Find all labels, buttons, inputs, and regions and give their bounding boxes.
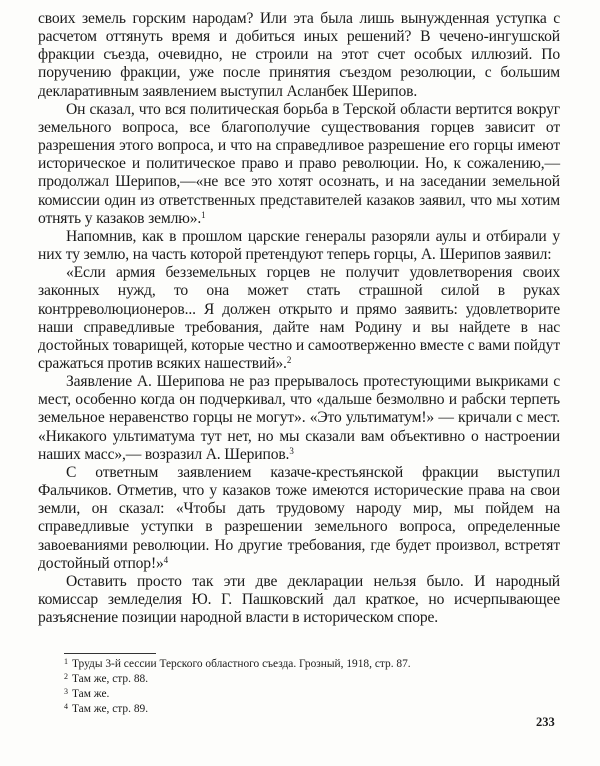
footnote-text: Там же, стр. 89. <box>72 703 149 715</box>
paragraph-text: Он сказал, что вся политическая борьба в Терской области вертится вокруг земельного вопроса, все благополучие существования горцев зависит от разрешения этого вопроса, и что на справедливое разрешение его горцы имеют историческое и политическое право и право революции. Но, к сожалению,—продолжал Шерипов,—«не все это хотят осознать, и на заседании земельной комиссии один из ответственных представителей казаков заявил, что мы хотим отнять у казаков землю». <box>38 100 560 227</box>
paragraph-text: С ответным заявлением казаче-крестьянской фракции выступил Фальчиков. Отметив, что у казаков тоже имеются исторические права на свои земли, он сказал: «Чтобы дать трудовому народу мир, мы пойдем на справедливые уступки в разрешении земельного вопроса, определенные завоеваниями революции. Но другие требования, где будет произвол, встретят достойный отпор!» <box>38 463 560 572</box>
paragraph-text: Оставить просто так эти две декларации нельзя было. И народный комиссар земледелия Ю. Г. Пашковский дал краткое, но исчерпывающее разъяснение позиции народной власти в историческом споре. <box>38 572 560 627</box>
paragraph-3 <box>38 228 560 264</box>
footnote-mark: 2 <box>64 672 68 681</box>
footnote-ref: 4 <box>163 554 169 565</box>
paragraph-text: своих земель горским народам? Или эта была лишь вынужденная уступка с расчетом оттянуть время и добиться иных решений? В чечено-ингушской фракции съезда, очевидно, не строили на этот счет особых иллюзий. По поручению фракции, уже после принятия съездом резолюции, с большим декларативным заявлением выступил Асланбек Шерипов. <box>38 10 560 100</box>
footnote-divider <box>64 653 156 654</box>
footnote-ref: 2 <box>286 354 292 365</box>
footnote-text: Там же. <box>72 688 110 700</box>
footnote-1 <box>64 657 544 672</box>
footnote-text: Труды 3-й сессии Терского областного съезда. Грозный, 1918, стр. 87. <box>72 658 411 670</box>
footnote-mark: 1 <box>64 657 68 666</box>
footnote-mark: 4 <box>64 702 68 711</box>
paragraph-text: Напомнив, как в прошлом царские генералы разоряли аулы и отбирали у них ту землю, на часть которой претендуют теперь горцы, А. Шерипов заявил: <box>38 227 560 264</box>
paragraph-1 <box>38 10 560 101</box>
footnotes <box>64 657 544 717</box>
footnote-mark: 3 <box>64 687 68 696</box>
paragraph-5 <box>38 373 560 464</box>
footnote-ref: 1 <box>201 209 206 220</box>
paragraph-2 <box>38 101 560 228</box>
paragraph-text: «Если армия безземельных горцев не получит удовлетворения своих законных нужд, то она может стать страшной силой в руках контрреволюционеров... Я должен открыто и прямо заявить: удовлетворите наши справедливые требования, дайте нам Родину и вы найдете в нас достойных товарищей, которые честно и самоотверженно вместе с вами пойдут сражаться против всяких нашествий». <box>38 264 560 372</box>
paragraph-text: Заявление А. Шерипова не раз прерывалось протестующими выкриками с мест, особенно когда он подчеркивал, что «дальше безмолвно и рабски терпеть земельное неравенство горцы не могут». «Это ультиматум!» — кричали с мест. «Никакого ультиматума тут нет, но мы сказали вам объективно о настроении наших масс»,— возразил А. Шерипов. <box>38 373 560 463</box>
footnote-3 <box>64 687 544 702</box>
paragraph-4-quote <box>38 264 560 373</box>
paragraph-7 <box>38 573 560 627</box>
footnote-text: Там же, стр. 88. <box>72 673 149 685</box>
paragraph-6 <box>38 464 560 573</box>
footnote-4 <box>64 702 544 717</box>
page-number: 233 <box>536 715 555 729</box>
footnote-ref: 3 <box>289 445 294 456</box>
footnote-2 <box>64 672 544 687</box>
body-text <box>38 10 560 627</box>
